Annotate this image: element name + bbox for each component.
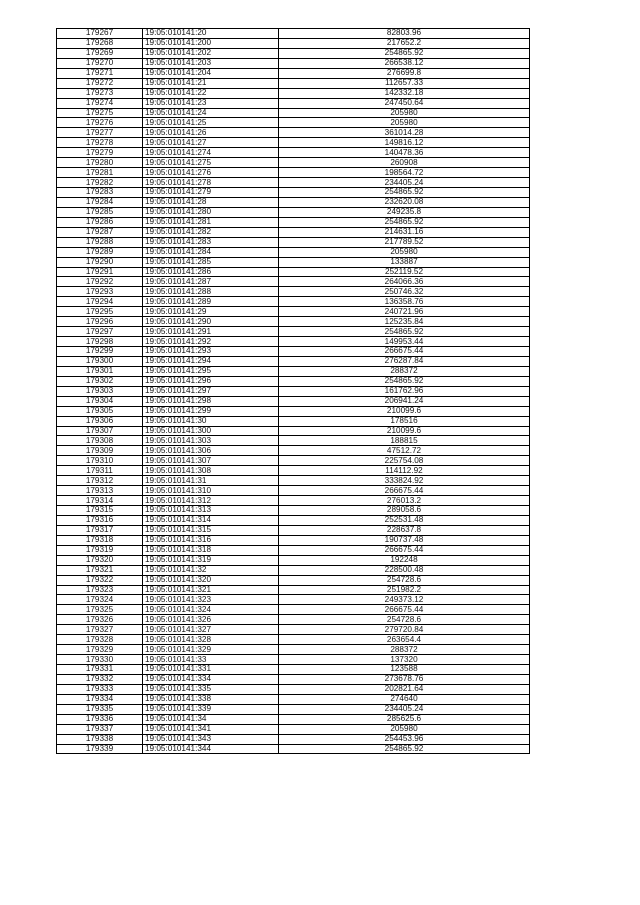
cadastral-value-cell: 190737.48 [279,535,530,545]
row-number-cell: 179314 [57,496,143,506]
table-row [57,347,530,357]
cadastral-value-cell: 249235.8 [279,207,530,217]
table-row [57,426,530,436]
cadastral-number-cell: 19:05:010141:283 [143,237,279,247]
cadastral-number-cell: 19:05:010141:314 [143,515,279,525]
cadastral-number-cell: 19:05:010141:23 [143,98,279,108]
table-row [57,307,530,317]
cadastral-number-cell: 19:05:010141:204 [143,68,279,78]
cadastral-number-cell: 19:05:010141:25 [143,118,279,128]
cadastral-number-cell: 19:05:010141:200 [143,38,279,48]
cadastral-number-cell: 19:05:010141:338 [143,694,279,704]
cadastral-value-cell: 266675.44 [279,605,530,615]
cadastral-value-cell: 198564.72 [279,168,530,178]
table-row [57,48,530,58]
row-number-cell: 179278 [57,138,143,148]
cadastral-number-cell: 19:05:010141:339 [143,704,279,714]
cadastral-number-cell: 19:05:010141:313 [143,506,279,516]
table-row [57,337,530,347]
row-number-cell: 179305 [57,406,143,416]
cadastral-number-cell: 19:05:010141:300 [143,426,279,436]
table-row [57,128,530,138]
cadastral-value-cell: 228500.48 [279,565,530,575]
cadastral-value-cell: 114112.92 [279,466,530,476]
table-row [57,734,530,744]
row-number-cell: 179327 [57,625,143,635]
row-number-cell: 179301 [57,366,143,376]
row-number-cell: 179291 [57,267,143,277]
cadastral-value-cell: 82803.96 [279,29,530,39]
cadastral-value-cell: 234405.24 [279,704,530,714]
cadastral-value-cell: 264066.36 [279,277,530,287]
table-row [57,406,530,416]
cadastral-value-cell: 276013.2 [279,496,530,506]
cadastral-number-cell: 19:05:010141:334 [143,674,279,684]
cadastral-number-cell: 19:05:010141:293 [143,347,279,357]
cadastral-number-cell: 19:05:010141:289 [143,297,279,307]
cadastral-number-cell: 19:05:010141:20 [143,29,279,39]
row-number-cell: 179290 [57,257,143,267]
cadastral-number-cell: 19:05:010141:22 [143,88,279,98]
cadastral-value-cell: 205980 [279,108,530,118]
row-number-cell: 179306 [57,416,143,426]
row-number-cell: 179336 [57,714,143,724]
table-row [57,78,530,88]
cadastral-number-cell: 19:05:010141:308 [143,466,279,476]
cadastral-value-cell: 206941.24 [279,396,530,406]
table-row [57,615,530,625]
table-row [57,625,530,635]
cadastral-number-cell: 19:05:010141:26 [143,128,279,138]
table-row [57,535,530,545]
cadastral-value-cell: 232620.08 [279,197,530,207]
table-row [57,724,530,734]
row-number-cell: 179331 [57,665,143,675]
row-number-cell: 179286 [57,217,143,227]
table-row [57,118,530,128]
row-number-cell: 179319 [57,545,143,555]
cadastral-value-cell: 288372 [279,645,530,655]
cadastral-value-cell: 202821.64 [279,684,530,694]
row-number-cell: 179310 [57,456,143,466]
cadastral-value-cell: 251982.2 [279,585,530,595]
cadastral-number-cell: 19:05:010141:282 [143,227,279,237]
table-row [57,674,530,684]
cadastral-value-cell: 188815 [279,436,530,446]
row-number-cell: 179338 [57,734,143,744]
cadastral-value-cell: 254865.92 [279,48,530,58]
cadastral-value-cell: 210099.6 [279,426,530,436]
cadastral-value-cell: 140478.36 [279,148,530,158]
table-row [57,555,530,565]
cadastral-value-cell: 178516 [279,416,530,426]
cadastral-number-cell: 19:05:010141:310 [143,486,279,496]
cadastral-number-cell: 19:05:010141:285 [143,257,279,267]
cadastral-number-cell: 19:05:010141:299 [143,406,279,416]
cadastral-value-cell: 263654.4 [279,635,530,645]
row-number-cell: 179269 [57,48,143,58]
cadastral-value-cell: 273678.76 [279,674,530,684]
cadastral-number-cell: 19:05:010141:29 [143,307,279,317]
row-number-cell: 179284 [57,197,143,207]
row-number-cell: 179328 [57,635,143,645]
table-row [57,714,530,724]
row-number-cell: 179272 [57,78,143,88]
table-row [57,396,530,406]
table-row [57,267,530,277]
cadastral-number-cell: 19:05:010141:27 [143,138,279,148]
cadastral-number-cell: 19:05:010141:32 [143,565,279,575]
table-row [57,545,530,555]
table-row [57,665,530,675]
table-row [57,645,530,655]
cadastral-number-cell: 19:05:010141:275 [143,158,279,168]
table-row [57,327,530,337]
row-number-cell: 179313 [57,486,143,496]
row-number-cell: 179268 [57,38,143,48]
row-number-cell: 179303 [57,386,143,396]
cadastral-value-cell: 254453.96 [279,734,530,744]
row-number-cell: 179335 [57,704,143,714]
table-row [57,247,530,257]
cadastral-number-cell: 19:05:010141:315 [143,525,279,535]
cadastral-number-cell: 19:05:010141:320 [143,575,279,585]
cadastral-value-cell: 192248 [279,555,530,565]
cadastral-number-cell: 19:05:010141:278 [143,178,279,188]
cadastral-value-cell: 240721.96 [279,307,530,317]
table-row [57,436,530,446]
table-row [57,496,530,506]
cadastral-value-cell: 137320 [279,655,530,665]
row-number-cell: 179330 [57,655,143,665]
table-row [57,585,530,595]
row-number-cell: 179317 [57,525,143,535]
row-number-cell: 179302 [57,376,143,386]
row-number-cell: 179333 [57,684,143,694]
cadastral-value-cell: 123588 [279,665,530,675]
table-row [57,277,530,287]
cadastral-value-cell: 225754.08 [279,456,530,466]
row-number-cell: 179312 [57,476,143,486]
cadastral-value-cell: 205980 [279,247,530,257]
cadastral-value-cell: 289058.6 [279,506,530,516]
row-number-cell: 179334 [57,694,143,704]
row-number-cell: 179287 [57,227,143,237]
cadastral-value-cell: 149953.44 [279,337,530,347]
cadastral-value-cell: 254865.92 [279,327,530,337]
row-number-cell: 179315 [57,506,143,516]
row-number-cell: 179273 [57,88,143,98]
table-row [57,366,530,376]
row-number-cell: 179300 [57,356,143,366]
cadastral-number-cell: 19:05:010141:303 [143,436,279,446]
row-number-cell: 179288 [57,237,143,247]
cadastral-value-cell: 161762.96 [279,386,530,396]
cadastral-number-cell: 19:05:010141:294 [143,356,279,366]
cadastral-value-cell: 285625.6 [279,714,530,724]
row-number-cell: 179283 [57,188,143,198]
cadastral-number-cell: 19:05:010141:344 [143,744,279,754]
row-number-cell: 179323 [57,585,143,595]
table-row [57,704,530,714]
cadastral-number-cell: 19:05:010141:31 [143,476,279,486]
table-row [57,68,530,78]
cadastral-number-cell: 19:05:010141:328 [143,635,279,645]
cadastral-number-cell: 19:05:010141:341 [143,724,279,734]
cadastral-value-cell: 214631.16 [279,227,530,237]
table-row [57,635,530,645]
table-row [57,356,530,366]
row-number-cell: 179324 [57,595,143,605]
row-number-cell: 179297 [57,327,143,337]
cadastral-value-cell: 254865.92 [279,744,530,754]
table-row [57,466,530,476]
table-row [57,575,530,585]
cadastral-value-cell: 260908 [279,158,530,168]
table-row [57,227,530,237]
table-row [57,655,530,665]
cadastral-number-cell: 19:05:010141:318 [143,545,279,555]
cadastral-number-cell: 19:05:010141:343 [143,734,279,744]
cadastral-value-cell: 254728.6 [279,575,530,585]
cadastral-number-cell: 19:05:010141:292 [143,337,279,347]
table-row [57,694,530,704]
table-row [57,88,530,98]
table-row [57,158,530,168]
table-body [57,29,530,754]
table-row [57,744,530,754]
row-number-cell: 179280 [57,158,143,168]
cadastral-number-cell: 19:05:010141:323 [143,595,279,605]
cadastral-value-cell: 279720.84 [279,625,530,635]
cadastral-number-cell: 19:05:010141:291 [143,327,279,337]
cadastral-number-cell: 19:05:010141:316 [143,535,279,545]
cadastral-value-cell: 266675.44 [279,545,530,555]
row-number-cell: 179295 [57,307,143,317]
row-number-cell: 179298 [57,337,143,347]
table-row [57,197,530,207]
cadastral-value-cell: 250746.32 [279,287,530,297]
cadastral-value-cell: 234405.24 [279,178,530,188]
cadastral-value-cell: 254865.92 [279,188,530,198]
row-number-cell: 179282 [57,178,143,188]
cadastral-value-cell: 205980 [279,724,530,734]
cadastral-number-cell: 19:05:010141:202 [143,48,279,58]
cadastral-number-cell: 19:05:010141:33 [143,655,279,665]
cadastral-value-cell: 142332.18 [279,88,530,98]
cadastral-value-cell: 136358.76 [279,297,530,307]
cadastral-number-cell: 19:05:010141:335 [143,684,279,694]
cadastral-value-cell: 125235.84 [279,317,530,327]
cadastral-value-cell: 361014.28 [279,128,530,138]
table-row [57,257,530,267]
row-number-cell: 179270 [57,58,143,68]
row-number-cell: 179267 [57,29,143,39]
cadastral-number-cell: 19:05:010141:203 [143,58,279,68]
row-number-cell: 179274 [57,98,143,108]
row-number-cell: 179296 [57,317,143,327]
cadastral-number-cell: 19:05:010141:297 [143,386,279,396]
table-row [57,148,530,158]
row-number-cell: 179292 [57,277,143,287]
table-row [57,297,530,307]
cadastral-value-cell: 210099.6 [279,406,530,416]
table-row [57,178,530,188]
row-number-cell: 179308 [57,436,143,446]
table-row [57,565,530,575]
cadastral-value-cell: 254865.92 [279,376,530,386]
cadastral-number-cell: 19:05:010141:326 [143,615,279,625]
row-number-cell: 179309 [57,446,143,456]
table-row [57,108,530,118]
row-number-cell: 179321 [57,565,143,575]
table-row [57,515,530,525]
cadastral-number-cell: 19:05:010141:307 [143,456,279,466]
cadastral-value-cell: 333824.92 [279,476,530,486]
cadastral-number-cell: 19:05:010141:21 [143,78,279,88]
cadastral-value-cell: 276287.84 [279,356,530,366]
cadastral-number-cell: 19:05:010141:30 [143,416,279,426]
row-number-cell: 179316 [57,515,143,525]
cadastral-value-cell: 254865.92 [279,217,530,227]
row-number-cell: 179339 [57,744,143,754]
table-row [57,376,530,386]
cadastral-value-cell: 266675.44 [279,486,530,496]
row-number-cell: 179311 [57,466,143,476]
cadastral-value-table [56,28,530,754]
cadastral-number-cell: 19:05:010141:28 [143,197,279,207]
table-row [57,456,530,466]
cadastral-value-cell: 47512.72 [279,446,530,456]
cadastral-value-cell: 249373.12 [279,595,530,605]
table-row [57,506,530,516]
cadastral-number-cell: 19:05:010141:327 [143,625,279,635]
cadastral-value-cell: 217789.52 [279,237,530,247]
cadastral-value-cell: 228637.8 [279,525,530,535]
cadastral-number-cell: 19:05:010141:288 [143,287,279,297]
row-number-cell: 179304 [57,396,143,406]
cadastral-number-cell: 19:05:010141:284 [143,247,279,257]
cadastral-value-cell: 133887 [279,257,530,267]
row-number-cell: 179307 [57,426,143,436]
table-row [57,168,530,178]
row-number-cell: 179294 [57,297,143,307]
table-row [57,476,530,486]
cadastral-number-cell: 19:05:010141:296 [143,376,279,386]
row-number-cell: 179337 [57,724,143,734]
cadastral-value-cell: 266538.12 [279,58,530,68]
row-number-cell: 179332 [57,674,143,684]
cadastral-number-cell: 19:05:010141:331 [143,665,279,675]
table-row [57,29,530,39]
cadastral-number-cell: 19:05:010141:287 [143,277,279,287]
table-row [57,217,530,227]
cadastral-value-cell: 276699.8 [279,68,530,78]
row-number-cell: 179279 [57,148,143,158]
cadastral-number-cell: 19:05:010141:321 [143,585,279,595]
cadastral-number-cell: 19:05:010141:298 [143,396,279,406]
cadastral-number-cell: 19:05:010141:286 [143,267,279,277]
row-number-cell: 179275 [57,108,143,118]
row-number-cell: 179277 [57,128,143,138]
table-row [57,58,530,68]
table-row [57,188,530,198]
row-number-cell: 179293 [57,287,143,297]
row-number-cell: 179329 [57,645,143,655]
cadastral-value-cell: 252119.52 [279,267,530,277]
cadastral-number-cell: 19:05:010141:276 [143,168,279,178]
table-row [57,38,530,48]
cadastral-number-cell: 19:05:010141:329 [143,645,279,655]
table-row [57,525,530,535]
cadastral-value-cell: 217652.2 [279,38,530,48]
row-number-cell: 179281 [57,168,143,178]
cadastral-value-cell: 149816.12 [279,138,530,148]
row-number-cell: 179289 [57,247,143,257]
cadastral-number-cell: 19:05:010141:281 [143,217,279,227]
table-row [57,237,530,247]
cadastral-number-cell: 19:05:010141:324 [143,605,279,615]
cadastral-value-cell: 274640 [279,694,530,704]
cadastral-value-cell: 112657.33 [279,78,530,88]
cadastral-number-cell: 19:05:010141:274 [143,148,279,158]
table-row [57,446,530,456]
row-number-cell: 179322 [57,575,143,585]
table-row [57,416,530,426]
cadastral-number-cell: 19:05:010141:279 [143,188,279,198]
row-number-cell: 179318 [57,535,143,545]
row-number-cell: 179271 [57,68,143,78]
table-row [57,317,530,327]
cadastral-value-cell: 288372 [279,366,530,376]
row-number-cell: 179325 [57,605,143,615]
cadastral-number-cell: 19:05:010141:319 [143,555,279,565]
table-row [57,386,530,396]
cadastral-value-cell: 266675.44 [279,347,530,357]
cadastral-value-cell: 205980 [279,118,530,128]
cadastral-number-cell: 19:05:010141:312 [143,496,279,506]
table-row [57,138,530,148]
table-row [57,98,530,108]
cadastral-value-cell: 254728.6 [279,615,530,625]
cadastral-number-cell: 19:05:010141:295 [143,366,279,376]
cadastral-number-cell: 19:05:010141:290 [143,317,279,327]
row-number-cell: 179326 [57,615,143,625]
row-number-cell: 179299 [57,347,143,357]
cadastral-number-cell: 19:05:010141:306 [143,446,279,456]
cadastral-value-cell: 247450.64 [279,98,530,108]
table-row [57,486,530,496]
cadastral-number-cell: 19:05:010141:24 [143,108,279,118]
cadastral-number-cell: 19:05:010141:34 [143,714,279,724]
table-row [57,287,530,297]
table-row [57,684,530,694]
row-number-cell: 179285 [57,207,143,217]
table-row [57,605,530,615]
cadastral-value-cell: 252531.48 [279,515,530,525]
table-row [57,207,530,217]
table-row [57,595,530,605]
cadastral-number-cell: 19:05:010141:280 [143,207,279,217]
row-number-cell: 179320 [57,555,143,565]
row-number-cell: 179276 [57,118,143,128]
